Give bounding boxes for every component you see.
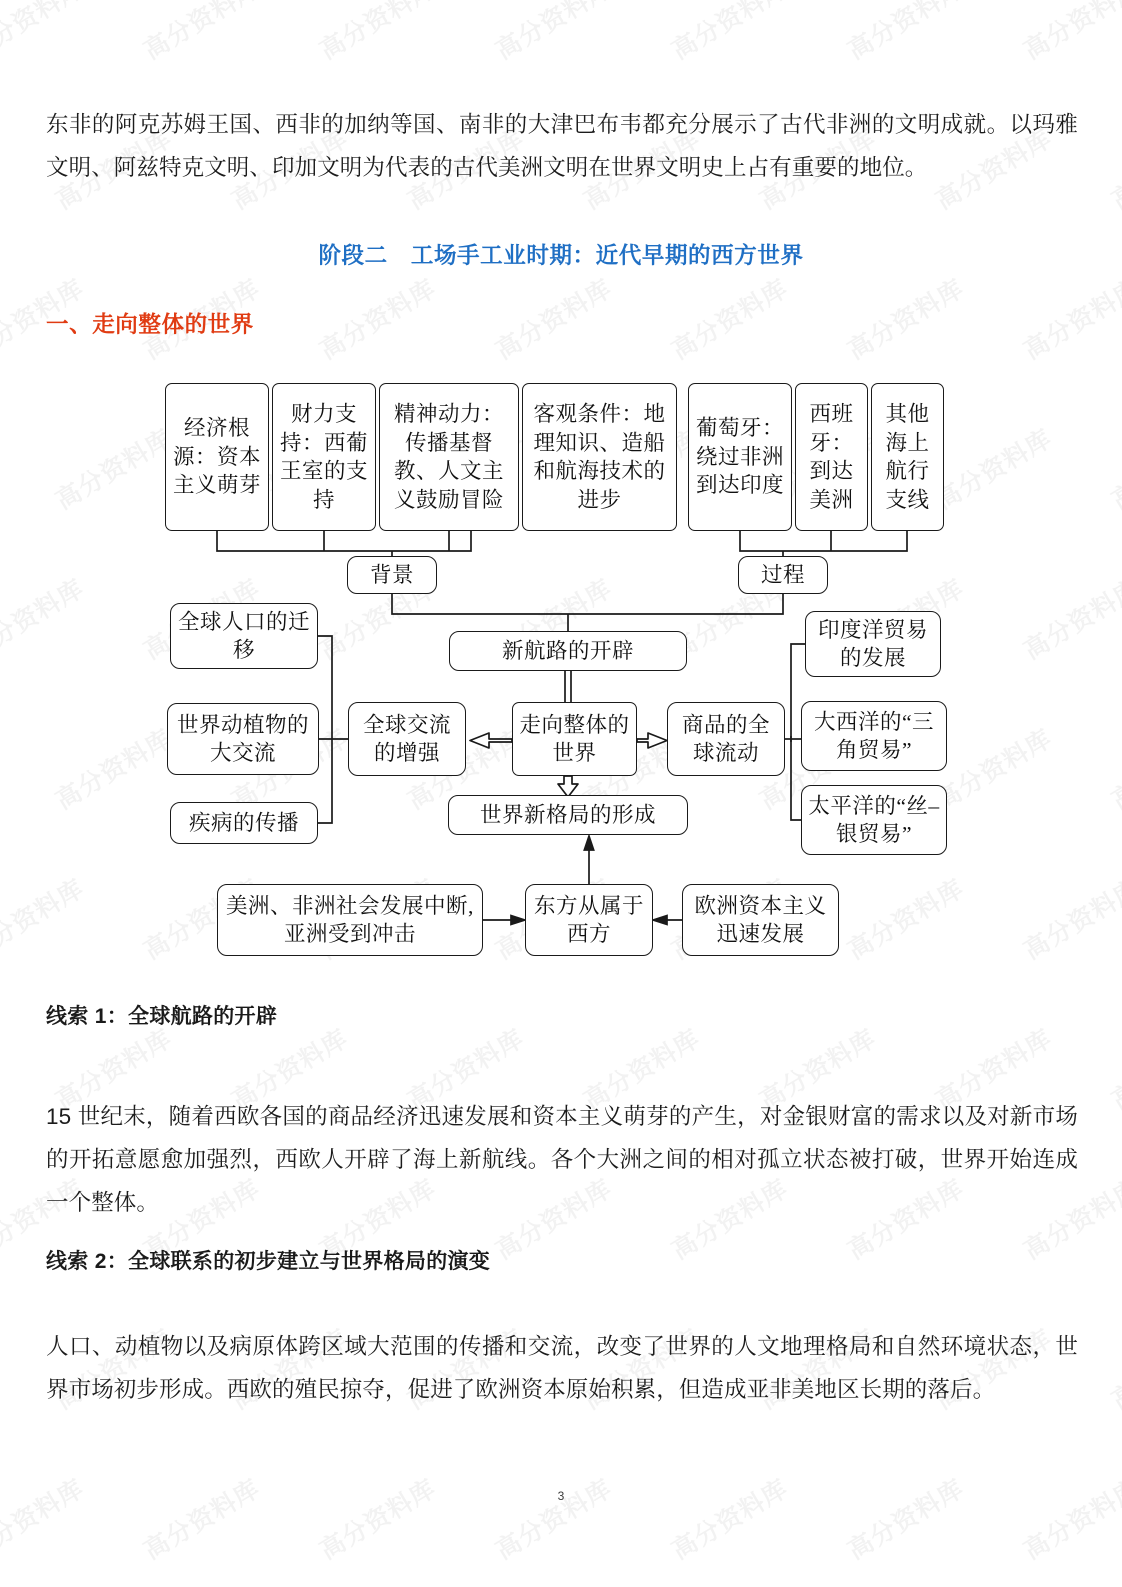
diagram-box-label: 其他海上航行支线 [885,402,930,512]
diagram-box-east-subordinate-west [525,884,653,956]
diagram-box-label: 美洲、非洲社会发展中断,亚洲受到冲击 [226,893,474,946]
diagram-box-label: 新航路的开辟 [501,638,634,663]
diagram-box-label: 东方从属于西方 [533,893,644,946]
diagram-box-commodity-flow [667,702,785,776]
diagram-box-label: 欧洲资本主义迅速发展 [694,893,827,946]
clue-2-heading: 线索 2：全球联系的初步建立与世界格局的演变 [46,1250,491,1273]
arrow-europe-to-east [653,916,682,925]
diagram-box-finance-support [272,383,376,531]
diagram-box-label: 葡萄牙：绕过非洲到达印度 [695,416,784,498]
page-number: 3 [557,1489,565,1503]
diagram-box-label: 经济根源：资本主义萌芽 [172,416,261,498]
diagram-box-new-routes [449,631,687,671]
diagram-box-label: 太平洋的“丝–银贸易” [808,793,940,846]
diagram-box-new-pattern [448,795,688,835]
diagram-box-triangular-trade [801,701,947,771]
connector-group-process [740,531,907,556]
diagram-box-label: 背景 [369,562,414,587]
connector-left-branch-bracket [318,636,348,823]
diagram-box-label: 疾病的传播 [188,810,299,835]
intro-paragraph: 东非的阿克苏姆王国、西非的加纳等国、南非的大津巴布韦都充分展示了古代非洲的文明成就。以玛雅文明、阿兹特克文明、印加文明为代表的古代美洲文明在世界文明史上占有重要的地位。 [46,111,1078,180]
diagram-box-label: 西班牙：到达美洲 [809,402,854,512]
section-heading: 一、走向整体的世界 [46,312,254,337]
diagram-box-label: 全球人口的迁移 [177,609,310,662]
diagram-box-process-hub [738,556,828,594]
diagram-box-objective-conditions [522,383,677,531]
arrow-whole-world-to-new-pattern [558,776,578,797]
diagram-box-flora-fauna-exchange [167,703,319,775]
diagram-box-label: 印度洋贸易的发展 [817,617,928,670]
connector-new-routes-to-whole-world [565,671,571,702]
diagram-box-background-hub [347,556,437,594]
diagram-box-indian-ocean-trade [805,611,941,677]
diagram-box-label: 财力支持：西葡王室的支持 [279,402,368,512]
arrow-east-to-new-pattern [584,836,593,884]
arrow-americas-to-east [483,916,525,925]
arrow-whole-world-to-global-exchange [470,733,512,748]
diagram-box-label: 过程 [760,562,805,587]
diagram-box-label: 走向整体的世界 [519,712,630,765]
diagram-box-other-routes [871,383,944,531]
diagram-box-population-migration [170,603,318,669]
clue-1-body: 15 世纪末，随着西欧各国的商品经济迅速发展和资本主义萌芽的产生，对金银财富的需求以及对新市场的开拓意愿愈加强烈，西欧人开辟了海上新航线。各个大洲之间的相对孤立状态被打破，世界开始连成一个整体。 [46,1103,1078,1215]
arrow-whole-world-to-commodity-flow [637,733,667,748]
clue-2-body: 人口、动植物以及病原体跨区域大范围的传播和交流，改变了世界的人文地理格局和自然环境状态，世界市场初步形成。西欧的殖民掠夺，促进了欧洲资本原始积累，但造成亚非美地区长期的落后。 [46,1333,1078,1402]
diagram-box-europe-capitalism [682,884,839,956]
connector-hubs-to-new-routes [392,594,783,631]
diagram-box-econ-root [165,383,269,531]
diagram-box-label: 客观条件：地理知识、造船和航海技术的进步 [533,402,666,512]
diagram-box-spain [795,383,868,531]
diagram-box-label: 商品的全球流动 [681,712,770,765]
stage-heading: 阶段二 工场手工业时期：近代早期的西方世界 [318,243,804,268]
diagram-box-label: 世界新格局的形成 [479,802,656,827]
diagram-box-global-exchange [348,702,466,776]
diagram-box-label: 大西洋的“三角贸易” [813,709,935,762]
clue-1-heading: 线索 1：全球航路的开辟 [46,1005,278,1028]
diagram-box-silk-silver-trade [801,785,947,855]
diagram-box-americas-africa-disrupted [217,884,483,956]
diagram-box-label: 精神动力：传播基督教、人文主义鼓励冒险 [393,402,504,512]
diagram-box-disease-spread [170,802,318,844]
diagram-box-label: 全球交流的增强 [362,712,451,765]
connector-group-background [217,531,471,556]
diagram-box-spiritual-drive [379,383,519,531]
diagram-box-portugal [688,383,792,531]
diagram-box-whole-world [512,702,637,776]
diagram-box-label: 世界动植物的大交流 [176,712,309,765]
